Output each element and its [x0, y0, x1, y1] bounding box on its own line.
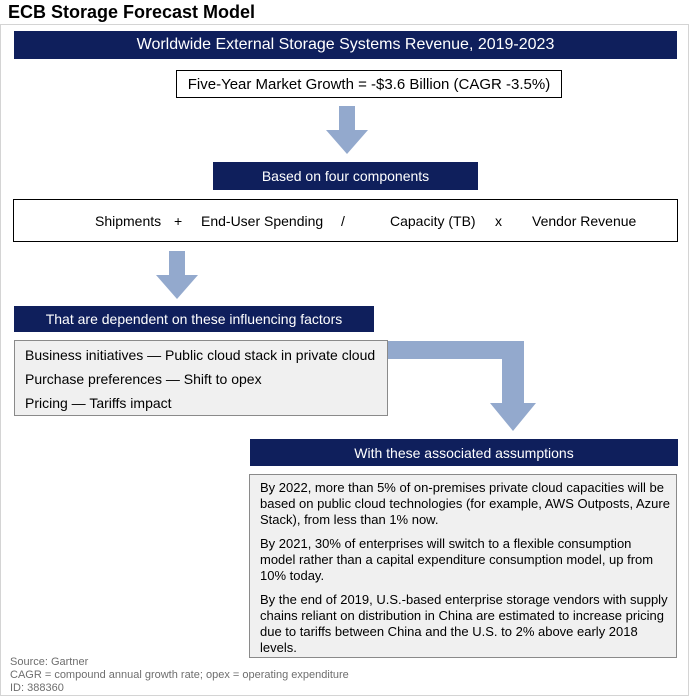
factor-item: Pricing — Tariffs impact: [25, 395, 172, 411]
operator-plus: +: [174, 213, 183, 229]
header-banner: Worldwide External Storage Systems Revenue, 2019-2023: [14, 31, 677, 59]
assumptions-banner: With these associated assumptions: [250, 439, 678, 466]
footer-source: Source: Gartner: [10, 656, 89, 668]
elbow-arrow: [386, 339, 538, 433]
component-end-user-spending: End-User Spending: [201, 213, 324, 229]
assumption-paragraph: By 2021, 30% of enterprises will switch to a flexible consumption model rather than a capital expenditure consumption model, up from 10% today.: [260, 536, 654, 583]
growth-box: Five-Year Market Growth = -$3.6 Billion (CAGR -3.5%): [176, 70, 562, 98]
footer-note: CAGR = compound annual growth rate; opex = operating expenditure: [10, 669, 349, 681]
assumption-paragraph: By the end of 2019, U.S.-based enterprise storage vendors with supply chains reliant on distribution in China are estimated to increase pricing due to tariffs between China and the U.S. to 2% above early 2018 levels.: [260, 592, 668, 655]
component-vendor-revenue: Vendor Revenue: [532, 213, 637, 229]
factor-item: Purchase preferences — Shift to opex: [25, 371, 262, 387]
components-box: [13, 199, 678, 242]
assumptions-box: [249, 474, 677, 658]
page-title: ECB Storage Forecast Model: [8, 2, 256, 22]
footer-id: ID: 388360: [10, 682, 64, 694]
factors-banner: That are dependent on these influencing factors: [14, 306, 374, 332]
down-arrow-2: [156, 251, 198, 299]
component-capacity: Capacity (TB): [390, 213, 476, 229]
components-banner: Based on four components: [213, 162, 478, 190]
down-arrow-1: [326, 106, 368, 154]
component-shipments: Shipments: [95, 213, 162, 229]
assumption-paragraph: By 2022, more than 5% of on-premises private cloud capacities will be based on public cloud technologies (for example, AWS Outposts, Azure Stack), from less than 1% now.: [260, 480, 670, 527]
factors-box: [14, 340, 388, 416]
operator-divide: /: [341, 213, 345, 229]
operator-multiply: x: [495, 213, 502, 229]
factor-item: Business initiatives — Public cloud stack in private cloud: [25, 347, 376, 363]
